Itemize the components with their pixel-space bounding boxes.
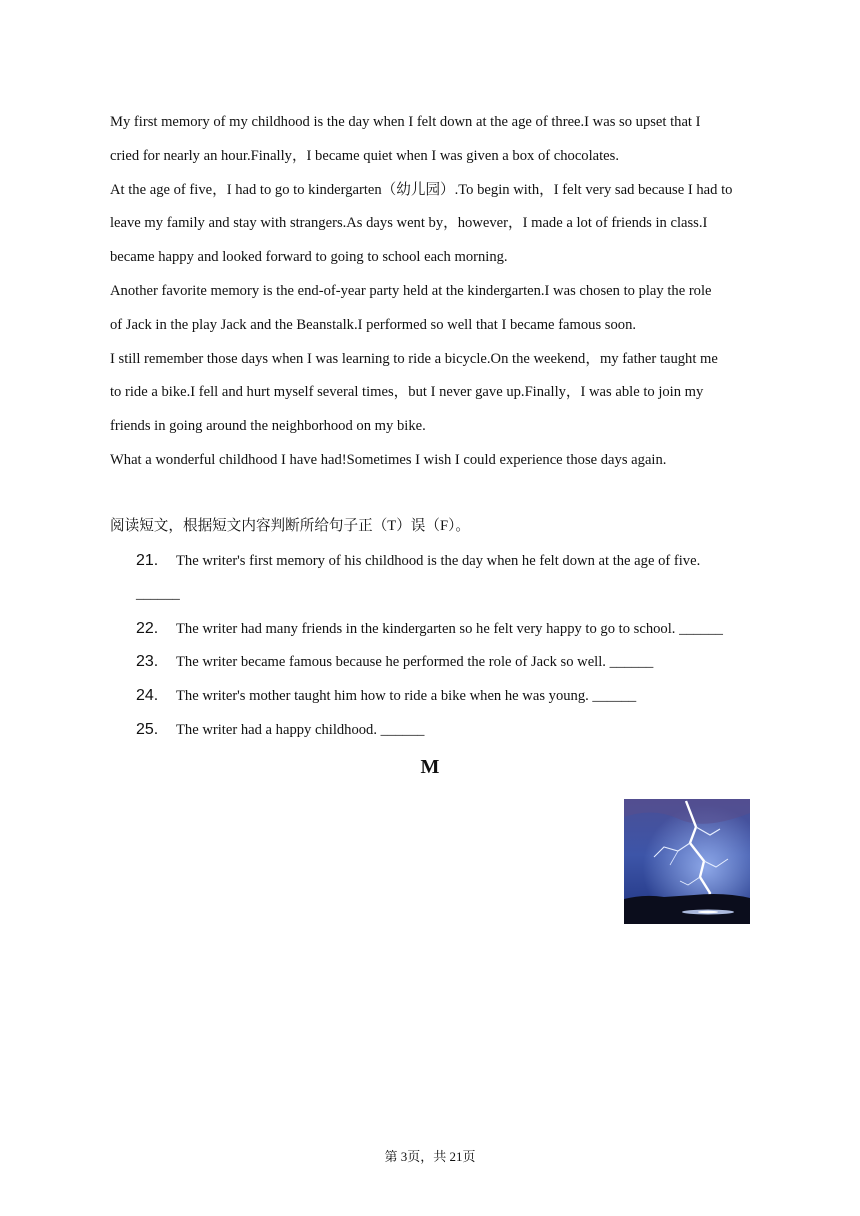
question-item [136,713,776,747]
question-text: The writer's first memory of his childhood is the day when he felt down at the age of five. [176,553,701,569]
passage-line: My first memory of my childhood is the day when I felt down at the age of three.I was so upset that I [110,114,701,130]
page-footer: 第 3页，共 21页 [384,1149,476,1164]
passage-line: of Jack in the play Jack and the Beanstalk.I performed so well that I became famous soon. [110,316,637,333]
passage-line: to ride a bike.I fell and hurt myself several times，but I never gave up.Finally，I was able to join my [110,384,704,401]
question-item [136,544,776,578]
question-item [136,645,776,679]
question-list [136,544,776,747]
passage-line: Another favorite memory is the end-of-year party held at the kindergarten.I was chosen to play the role [110,282,712,299]
question-text: The writer had a happy childhood. ______ [176,721,425,738]
passage-line: What a wonderful childhood I have had!Sometimes I wish I could experience those days again. [110,451,667,468]
passage-line: leave my family and stay with strangers.As days went by，however，I made a lot of friends in class.I [110,215,708,232]
passage-line: cried for nearly an hour.Finally，I became quiet when I was given a box of chocolates. [110,147,619,164]
question-item [136,679,776,713]
question-number: 25. [136,720,159,738]
question-instruction: 阅读短文，根据短文内容判断所给句子正（T）误（F）。 [110,518,470,534]
reading-passage [110,106,760,478]
passage-line: friends in going around the neighborhood on my bike. [110,418,426,435]
question-text: The writer became famous because he performed the role of Jack so well. ______ [176,654,654,671]
passage-line: I still remember those days when I was learning to ride a bicycle.On the weekend，my father taught me [110,350,718,367]
lightning-photo-icon [624,799,750,924]
question-number: 22. [136,619,159,637]
answer-blank[interactable]: ______ [136,585,180,602]
question-item [136,612,776,646]
question-number: 21. [136,552,159,569]
section-title: M [420,756,440,778]
question-number: 24. [136,687,159,705]
passage-line: At the age of five，I had to go to kindergarten（幼儿园）.To begin with，I felt very sad because I had to [110,181,733,198]
question-text: The writer's mother taught him how to ride a bike when he was young. ______ [176,688,637,705]
question-text: The writer had many friends in the kindergarten so he felt very happy to go to school. ______ [176,620,723,637]
passage-line: became happy and looked forward to going to school each morning. [110,249,508,266]
question-number: 23. [136,653,159,671]
